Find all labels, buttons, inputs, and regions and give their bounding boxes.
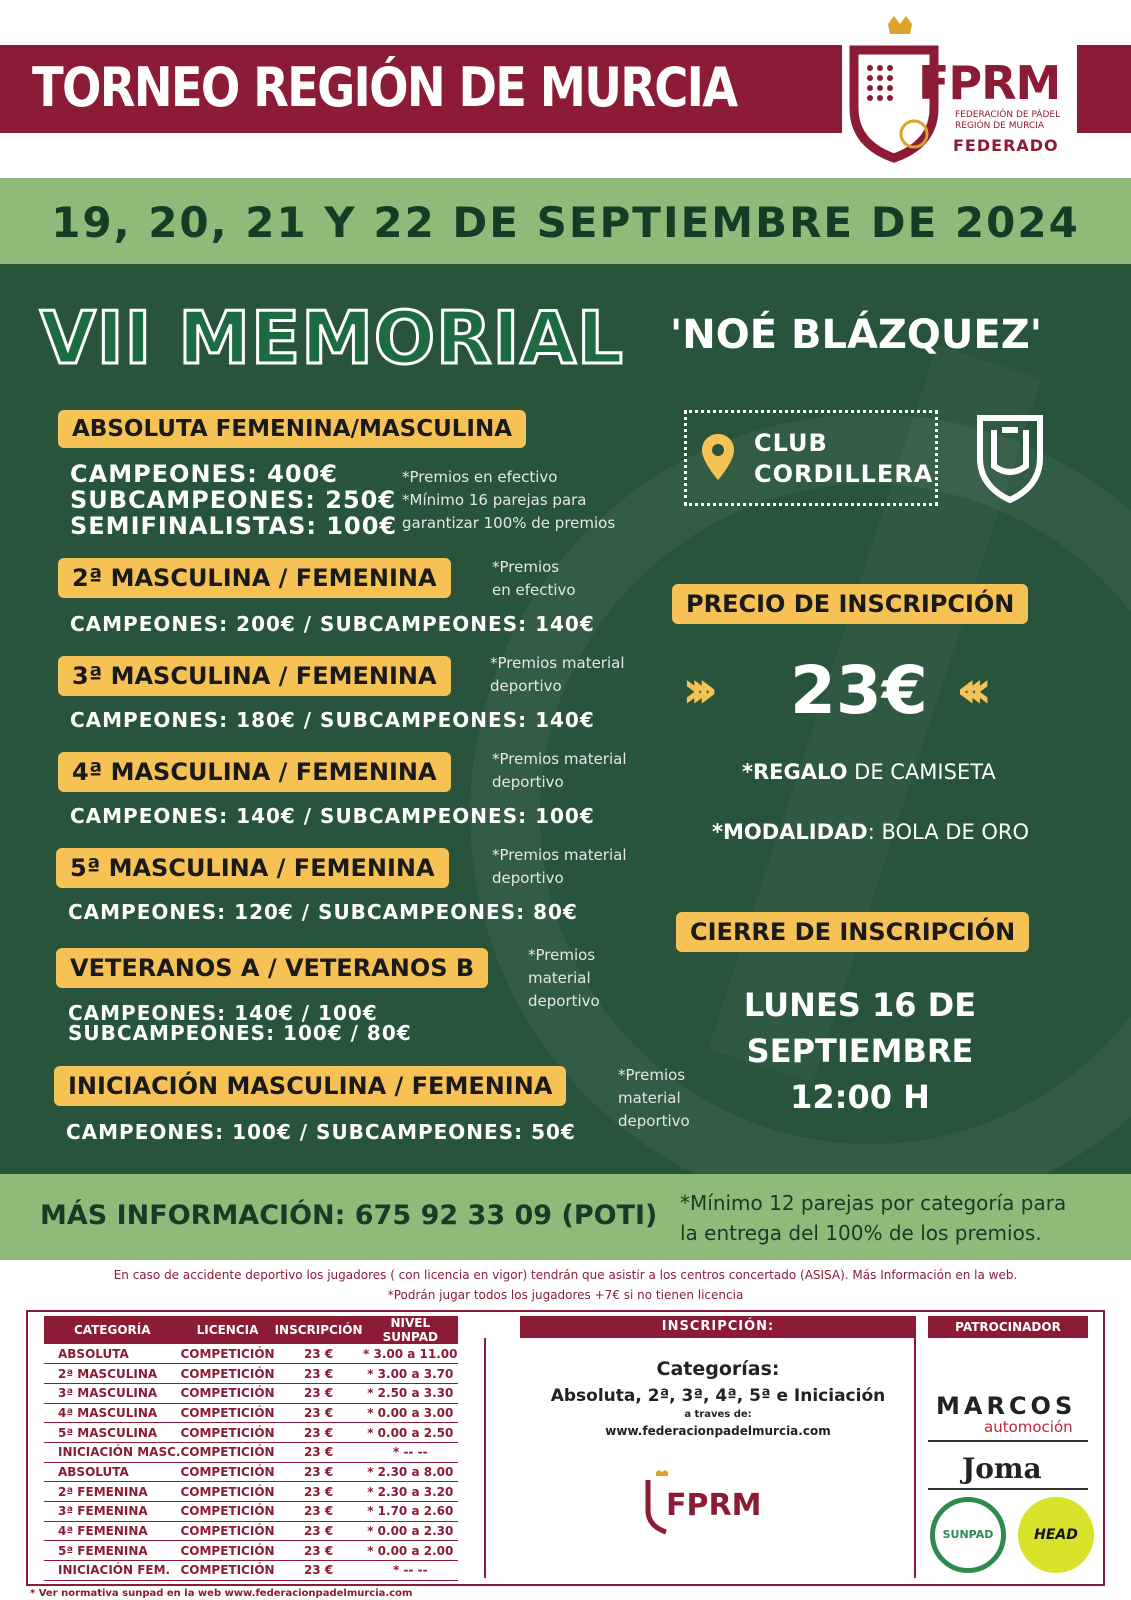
note-2a — [492, 556, 576, 602]
fprm-small-logo: FPRM — [666, 1488, 762, 1523]
table-cell: INICIACIÓN FEM. — [44, 1561, 180, 1581]
memorial-name: 'NOÉ BLÁZQUEZ' — [670, 312, 1042, 358]
table-row — [44, 1521, 458, 1541]
divider-2 — [914, 1338, 916, 1578]
mode-line — [712, 820, 1029, 844]
table-cell: 23 € — [275, 1423, 363, 1443]
note-line: *Premios — [492, 558, 560, 576]
table-cell: * -- -- — [363, 1442, 458, 1462]
table-cell: COMPETICIÓN — [180, 1423, 274, 1443]
table-cell: COMPETICIÓN — [180, 1502, 274, 1522]
table-cell: COMPETICIÓN — [180, 1482, 274, 1502]
head-ball-logo: HEAD — [1018, 1497, 1094, 1573]
club-shield-icon — [974, 408, 1046, 508]
deadline-date — [700, 982, 1020, 1120]
table-cell: 2ª FEMENINA — [44, 1482, 180, 1502]
table-cell: COMPETICIÓN — [180, 1364, 274, 1384]
category-2a: 2ª MASCULINA / FEMENINA — [58, 558, 451, 598]
mode-bold: *MODALIDAD — [712, 820, 868, 844]
table-cell: * 0.00 a 2.50 — [363, 1423, 458, 1443]
note-line: *Mínimo 16 parejas para — [402, 491, 587, 509]
prize-iniciacion: CAMPEONES: 100€ / SUBCAMPEONES: 50€ — [66, 1120, 576, 1144]
prize-veteranos-2: SUBCAMPEONES: 100€ / 80€ — [68, 1021, 412, 1045]
table-cell: COMPETICIÓN — [180, 1521, 274, 1541]
table-cell: COMPETICIÓN — [180, 1561, 274, 1581]
note-line: garantizar 100% de premios — [402, 514, 616, 532]
note-line: *Premios en efectivo — [402, 468, 558, 486]
table-cell: COMPETICIÓN — [180, 1403, 274, 1423]
category-5a: 5ª MASCULINA / FEMENINA — [56, 848, 449, 888]
note-line: la entrega del 100% de los premios. — [680, 1221, 1042, 1245]
table-row — [44, 1462, 458, 1482]
table-cell: 23 € — [275, 1364, 363, 1384]
category-3a: 3ª MASCULINA / FEMENINA — [58, 656, 451, 696]
deadline-line: SEPTIEMBRE — [746, 1032, 974, 1070]
table-cell: COMPETICIÓN — [180, 1541, 274, 1561]
prize-4a: CAMPEONES: 140€ / SUBCAMPEONES: 100€ — [70, 804, 595, 828]
table-cell: COMPETICIÓN — [180, 1462, 274, 1482]
logo-federado: FEDERADO — [953, 136, 1059, 155]
table-cell: COMPETICIÓN — [180, 1344, 274, 1364]
price-heading: PRECIO DE INSCRIPCIÓN — [672, 584, 1028, 624]
category-absoluta: ABSOLUTA FEMENINA/MASCULINA — [58, 410, 526, 448]
footer-note: * Ver normativa sunpad en la web www.federacionpadelmurcia.com — [30, 1588, 413, 1599]
arrows-right-icon: ››› — [682, 660, 705, 720]
table-cell: 4ª MASCULINA — [44, 1403, 180, 1423]
inscription-categories: Absoluta, 2ª, 3ª, 4ª, 5ª e Iniciación — [550, 1386, 886, 1406]
note-line: *Premios material — [492, 750, 627, 768]
gift-bold: *REGALO — [742, 760, 848, 784]
table-cell: ABSOLUTA — [44, 1462, 180, 1482]
inscription-title: Categorías: — [656, 1358, 780, 1380]
deadline-line: LUNES 16 DE — [743, 986, 977, 1024]
table-cell: COMPETICIÓN — [180, 1442, 274, 1462]
table-cell: COMPETICIÓN — [180, 1383, 274, 1403]
logo-subtitle: FEDERACIÓN DE PÁDEL — [955, 110, 1061, 120]
note-veteranos — [528, 944, 600, 1013]
table-cell: * 2.30 a 8.00 — [363, 1462, 458, 1482]
memorial-title: VII MEMORIAL — [40, 296, 624, 380]
table-header: CATEGORÍA — [44, 1316, 180, 1344]
table-cell: 3ª MASCULINA — [44, 1383, 180, 1403]
note-line: *Premios — [618, 1066, 686, 1084]
logo-subtitle-2: REGIÓN DE MURCIA — [955, 121, 1044, 131]
table-cell: 23 € — [275, 1383, 363, 1403]
prize-5a: CAMPEONES: 120€ / SUBCAMPEONES: 80€ — [68, 900, 578, 924]
mode-rest: : BOLA DE ORO — [867, 820, 1030, 844]
table-cell: 5ª FEMENINA — [44, 1541, 180, 1561]
table-cell: * 3.00 a 3.70 — [363, 1364, 458, 1384]
table-cell: INICIACIÓN MASC. — [44, 1442, 180, 1462]
table-cell: 23 € — [275, 1521, 363, 1541]
table-cell: 2ª MASCULINA — [44, 1364, 180, 1384]
gift-rest: DE CAMISETA — [847, 760, 996, 784]
table-row — [44, 1344, 458, 1364]
club-name — [754, 428, 933, 490]
table-cell: 3ª FEMENINA — [44, 1502, 180, 1522]
table-cell: * -- -- — [363, 1561, 458, 1581]
note-absoluta — [402, 466, 615, 535]
table-cell: 23 € — [275, 1502, 363, 1522]
prize-absoluta-1: CAMPEONES: 400€ — [70, 460, 338, 488]
table-cell: * 3.00 a 11.00 — [363, 1344, 458, 1364]
table-cell: 5ª MASCULINA — [44, 1423, 180, 1443]
table-cell: 23 € — [275, 1462, 363, 1482]
table-cell: * 0.00 a 2.30 — [363, 1521, 458, 1541]
levels-table — [44, 1316, 458, 1581]
table-row — [44, 1403, 458, 1423]
note-line: *Mínimo 12 parejas por categoría para — [680, 1191, 1067, 1215]
note-line: deportivo — [492, 869, 564, 887]
divider — [484, 1338, 486, 1578]
minimum-note — [680, 1188, 1066, 1248]
table-cell: 23 € — [275, 1541, 363, 1561]
prize-2a: CAMPEONES: 200€ / SUBCAMPEONES: 140€ — [70, 612, 595, 636]
note-line: *Premios material — [490, 654, 625, 672]
location-pin-icon — [700, 432, 736, 488]
joma-logo: Joma — [962, 1452, 1042, 1485]
note-line: material — [618, 1089, 681, 1107]
note-5a — [492, 844, 627, 890]
note-line: en efectivo — [492, 581, 576, 599]
table-cell: * 2.30 a 3.20 — [363, 1482, 458, 1502]
license-note: *Podrán jugar todos los jugadores +7€ si no tienen licencia — [387, 1288, 744, 1302]
prize-veteranos-1: CAMPEONES: 140€ / 100€ — [68, 1001, 378, 1025]
table-cell: ABSOLUTA — [44, 1344, 180, 1364]
title-band-right — [1077, 45, 1131, 133]
table-cell: 23 € — [275, 1442, 363, 1462]
category-veteranos: VETERANOS A / VETERANOS B — [56, 948, 488, 988]
note-line: material — [528, 969, 591, 987]
inscription-web: www.federacionpadelmurcia.com — [605, 1424, 831, 1438]
sunpad-logo: SUNPAD — [930, 1497, 1006, 1573]
event-dates: 19, 20, 21 Y 22 DE SEPTIEMBRE DE 2024 — [51, 198, 1080, 247]
deadline-line: 12:00 H — [790, 1078, 930, 1116]
table-row — [44, 1383, 458, 1403]
logo-word: FPRM — [918, 56, 1061, 110]
inscription-via: a traves de: — [684, 1409, 752, 1420]
deadline-heading: CIERRE DE INSCRIPCIÓN — [676, 912, 1029, 952]
category-iniciacion: INICIACIÓN MASCULINA / FEMENINA — [54, 1066, 566, 1106]
table-row — [44, 1423, 458, 1443]
table-cell: * 0.00 a 3.00 — [363, 1403, 458, 1423]
table-cell: 23 € — [275, 1482, 363, 1502]
note-line: deportivo — [492, 773, 564, 791]
divider-line — [928, 1440, 1088, 1442]
club-line: CORDILLERA — [754, 460, 934, 488]
note-line: deportivo — [490, 677, 562, 695]
divider-line — [928, 1488, 1088, 1490]
table-cell: 23 € — [275, 1561, 363, 1581]
more-info: MÁS INFORMACIÓN: 675 92 33 09 (POTI) — [40, 1200, 658, 1231]
sponsor-heading: PATROCINADOR OFICIAL — [928, 1316, 1088, 1338]
note-line: deportivo — [618, 1112, 690, 1130]
marcos-sub: automoción — [984, 1418, 1073, 1436]
note-line: deportivo — [528, 992, 600, 1010]
table-row — [44, 1364, 458, 1384]
prize-absoluta-2: SUBCAMPEONES: 250€ — [70, 486, 397, 514]
table-cell: * 1.70 a 2.60 — [363, 1502, 458, 1522]
note-4a — [492, 748, 627, 794]
table-header: LICENCIA — [180, 1316, 274, 1344]
table-cell: 23 € — [275, 1403, 363, 1423]
accident-note: En caso de accidente deportivo los jugadores ( con licencia en vigor) tendrán que asistir a los centros concertado (ASISA). Más Información en la web. — [113, 1268, 1018, 1282]
arrows-left-icon: ‹‹‹ — [956, 660, 979, 720]
note-line: *Premios material — [492, 846, 627, 864]
note-iniciacion — [618, 1064, 690, 1133]
table-header: NIVEL SUNPAD — [363, 1316, 458, 1344]
table-cell: * 0.00 a 2.00 — [363, 1541, 458, 1561]
price-amount: 23€ — [790, 652, 928, 729]
table-row — [44, 1541, 458, 1561]
table-cell: 23 € — [275, 1344, 363, 1364]
table-header: INSCRIPCIÓN — [275, 1316, 363, 1344]
note-line: *Premios — [528, 946, 596, 964]
table-row — [44, 1442, 458, 1462]
table-row — [44, 1502, 458, 1522]
table-cell: * 2.50 a 3.30 — [363, 1383, 458, 1403]
inscription-heading: INSCRIPCIÓN: — [520, 1316, 916, 1338]
table-row — [44, 1482, 458, 1502]
gift-line — [742, 760, 996, 784]
page-title: TORNEO REGIÓN DE MURCIA — [32, 56, 737, 119]
prize-3a: CAMPEONES: 180€ / SUBCAMPEONES: 140€ — [70, 708, 595, 732]
prize-absoluta-3: SEMIFINALISTAS: 100€ — [70, 512, 398, 540]
category-4a: 4ª MASCULINA / FEMENINA — [58, 752, 451, 792]
table-cell: 4ª FEMENINA — [44, 1521, 180, 1541]
table-row — [44, 1561, 458, 1581]
table-header-row — [44, 1316, 458, 1344]
marcos-logo: MARCOS — [936, 1392, 1077, 1420]
note-3a — [490, 652, 625, 698]
club-line: CLUB — [754, 429, 828, 457]
